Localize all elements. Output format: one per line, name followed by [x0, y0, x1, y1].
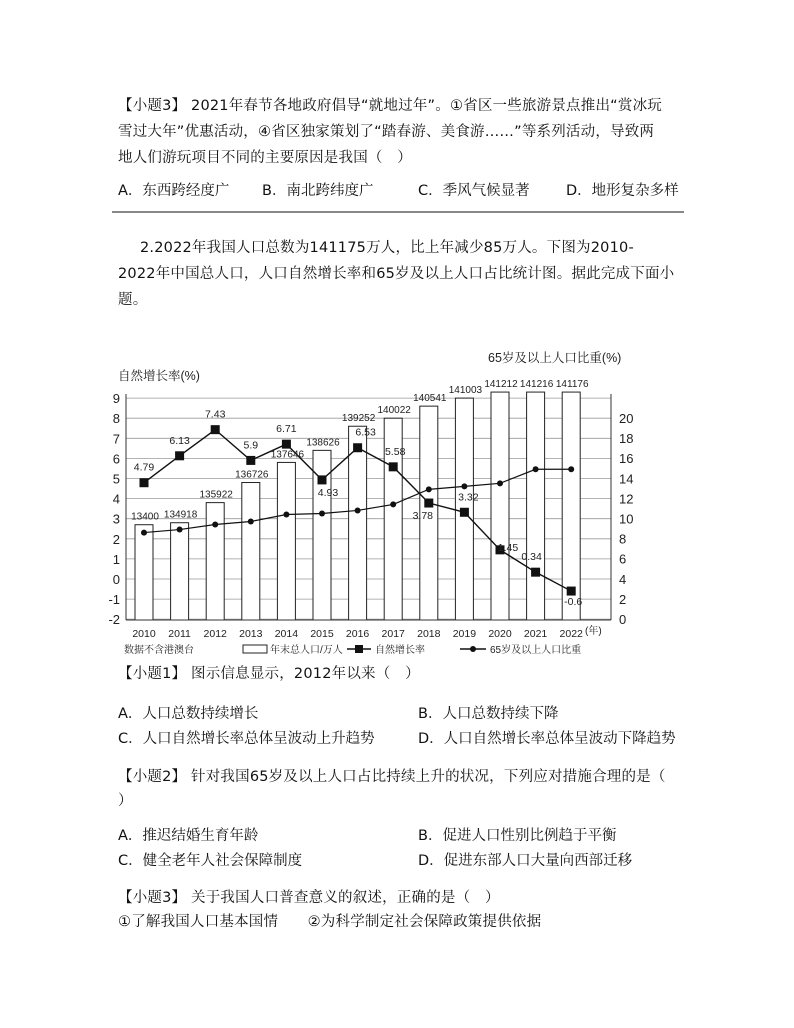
left-tick-label: 9 [112, 391, 120, 407]
right-tick-label: 20 [619, 411, 634, 426]
q2-intro-line2: 2022年中国总人口，人口自然增长率和65岁及以上人口占比统计图。据此完成下面小 [118, 266, 675, 282]
growth-rate-point [282, 440, 291, 449]
growth-rate-label: 7.43 [204, 408, 226, 421]
q3a-option-d[interactable]: D．地形复杂多样 [566, 183, 679, 199]
left-tick-label: 0 [112, 572, 120, 587]
q3a-option-c[interactable]: C．季风气候显著 [418, 183, 530, 199]
legend-bar-label: 年末总人口/万人 [270, 645, 343, 656]
sub2-option-d[interactable]: D．促进东部人口大量向西部迁移 [418, 853, 633, 869]
aged-share-point [212, 522, 218, 528]
x-tick-label: 2015 [310, 628, 334, 640]
q3a-stem-line2: 雪过大年”优惠活动，④省区独家策划了“踏春游、美食游……”等系列活动，导致两 [118, 124, 655, 140]
aged-share-point [390, 501, 396, 507]
growth-rate-label: 3.78 [412, 510, 434, 523]
population-bar [527, 392, 545, 620]
left-tick-label: -1 [108, 592, 120, 608]
right-tick-label: 16 [619, 451, 634, 467]
legend-aged-label: 65岁及以上人口比重 [490, 645, 582, 656]
population-bar-label: 139252 [341, 413, 376, 425]
x-tick-label: 2012 [203, 628, 227, 640]
sub2-stem-line2: ） [118, 793, 133, 809]
x-tick-label: 2013 [239, 628, 263, 640]
x-tick-label: 2022 [559, 628, 583, 640]
left-tick-label: 3 [112, 511, 120, 527]
growth-rate-label: 6.13 [169, 434, 190, 447]
x-tick-label: 2017 [381, 628, 405, 640]
legend-aged-marker [470, 646, 476, 652]
left-tick-label: -2 [108, 612, 120, 628]
growth-rate-label: 0.34 [521, 551, 542, 564]
right-tick-label: 6 [619, 551, 627, 567]
growth-rate-point [246, 456, 255, 465]
population-bar-label: 141212 [484, 379, 518, 391]
x-tick-label: 2019 [452, 628, 477, 640]
population-bar-label: 140022 [377, 405, 411, 417]
growth-rate-point [460, 508, 469, 517]
q3a-stem-line3: 地人们游玩项目不同的主要原因是我国（ ） [118, 150, 412, 166]
aged-share-point [533, 466, 539, 472]
growth-rate-label: 6.71 [276, 423, 297, 436]
population-bar-label: 141003 [448, 385, 483, 397]
growth-rate-label: 4.79 [133, 461, 155, 474]
population-bar [171, 523, 189, 620]
aged-share-point [248, 519, 254, 525]
left-tick-label: 4 [112, 491, 120, 507]
growth-rate-label: 5.58 [384, 445, 406, 458]
sub2-option-a[interactable]: A．推迟结婚生育年龄 [118, 828, 259, 844]
population-bar-label: 138626 [306, 437, 340, 449]
x-tick-label: 2011 [168, 628, 191, 640]
right-tick-label: 10 [619, 511, 634, 527]
population-bar-label: 141176 [555, 379, 589, 391]
right-tick-label: 4 [619, 571, 627, 587]
aged-share-point [283, 511, 289, 517]
population-bar [242, 483, 260, 620]
aged-share-point [319, 510, 325, 516]
population-bar [277, 462, 295, 620]
sub2-option-c[interactable]: C．健全老年人社会保障制度 [118, 853, 303, 869]
population-bar-label: 135922 [199, 489, 233, 501]
population-bar-label: 136726 [235, 469, 269, 481]
legend-growth-label: 自然增长率 [375, 645, 425, 656]
growth-rate-point [531, 568, 540, 577]
aged-share-point [177, 527, 183, 533]
x-tick-label: 2010 [132, 628, 156, 640]
q2-intro-line3: 题。 [118, 292, 148, 308]
growth-rate-point [389, 462, 398, 471]
population-bar-label: 140541 [413, 393, 447, 405]
right-tick-label: 14 [619, 471, 634, 487]
left-tick-label: 5 [112, 471, 120, 487]
growth-rate-point [318, 475, 327, 484]
population-bar [135, 525, 153, 620]
sub3-stem: 【小题3】 关于我国人口普查意义的叙述，正确的是（ ） [118, 890, 500, 906]
population-bar [491, 392, 509, 620]
sub1-option-b[interactable]: B．人口总数持续下降 [418, 706, 559, 722]
right-tick-label: 12 [619, 491, 634, 507]
growth-rate-label: 3.32 [458, 491, 479, 504]
sub1-option-d[interactable]: D．人口自然增长率总体呈波动下降趋势 [418, 731, 676, 747]
aged-share-point [426, 486, 432, 492]
aged-share-point [497, 480, 503, 486]
x-tick-label: 2016 [345, 628, 370, 640]
population-bar-label: 13400 [131, 511, 159, 523]
q3a-stem-line1: 【小题3】 2021年春节各地政府倡导“就地过年”。①省区一些旅游景点推出“赏冰玩 [118, 98, 662, 114]
population-bar [562, 392, 583, 620]
left-tick-label: 2 [112, 531, 120, 547]
growth-rate-point [567, 587, 576, 596]
sub2-option-b[interactable]: B．促进人口性别比例趋于平衡 [418, 828, 617, 844]
growth-rate-point [353, 443, 362, 452]
sub3-items: ①了解我国人口基本国情 ②为科学制定社会保障政策提供依据 [118, 914, 542, 930]
x-tick-label: 2014 [274, 628, 299, 640]
right-tick-label: 8 [619, 531, 627, 547]
x-tick-label: 2021 [523, 628, 548, 640]
growth-rate-point [140, 478, 149, 487]
aged-share-point [568, 466, 574, 472]
sub1-option-a[interactable]: A．人口总数持续增长 [118, 706, 259, 722]
q2-intro-line1: 2.2022年我国人口总数为141175万人，比上年减少85万人。下图为2010- [140, 240, 634, 256]
aged-share-point [461, 483, 467, 489]
population-bar [349, 426, 367, 620]
population-bar-label: 137646 [270, 449, 305, 461]
q3a-option-a[interactable]: A．东西跨经度广 [118, 183, 230, 199]
growth-rate-label: 5.9 [243, 439, 259, 452]
population-bar-label: 134918 [163, 509, 198, 521]
left-axis-label: 自然增长率(%) [118, 369, 200, 383]
legend-bar-swatch [243, 645, 267, 653]
right-tick-label: 18 [619, 431, 634, 447]
growth-rate-label: 4.93 [317, 486, 339, 499]
right-tick-label: 0 [619, 612, 627, 627]
q3a-option-b[interactable]: B．南北跨纬度广 [262, 183, 374, 199]
population-bar-label: 141216 [519, 379, 554, 391]
left-tick-label: 1 [112, 551, 120, 567]
sub1-option-c[interactable]: C．人口自然增长率总体呈波动上升趋势 [118, 731, 375, 747]
left-tick-label: 7 [112, 431, 120, 447]
right-tick-label: 2 [619, 591, 627, 607]
growth-rate-point [175, 451, 184, 460]
left-tick-label: 6 [112, 451, 120, 467]
data-note: 数据不含港澳台 [124, 645, 194, 656]
x-unit-label: (年) [585, 626, 602, 637]
aged-share-point [355, 507, 361, 513]
legend-growth-marker [355, 645, 363, 653]
growth-rate-point [424, 499, 433, 508]
x-tick-label: 2020 [488, 628, 512, 640]
growth-rate-label: 6.53 [355, 426, 376, 439]
left-tick-label: 8 [112, 411, 120, 427]
right-axis-label: 65岁及以上人口比重(%) [488, 351, 622, 365]
sub1-stem: 【小题1】 图示信息显示，2012年以来（ ） [118, 666, 420, 682]
growth-rate-label: -0.6 [564, 596, 583, 609]
growth-rate-point [211, 425, 220, 434]
sub2-stem-line1: 【小题2】 针对我国65岁及以上人口占比持续上升的状况，下列应对措施合理的是（ [118, 769, 666, 785]
population-bar [206, 503, 224, 620]
x-tick-label: 2018 [417, 628, 441, 640]
growth-rate-label: 1.45 [497, 541, 519, 554]
aged-share-point [141, 530, 147, 536]
